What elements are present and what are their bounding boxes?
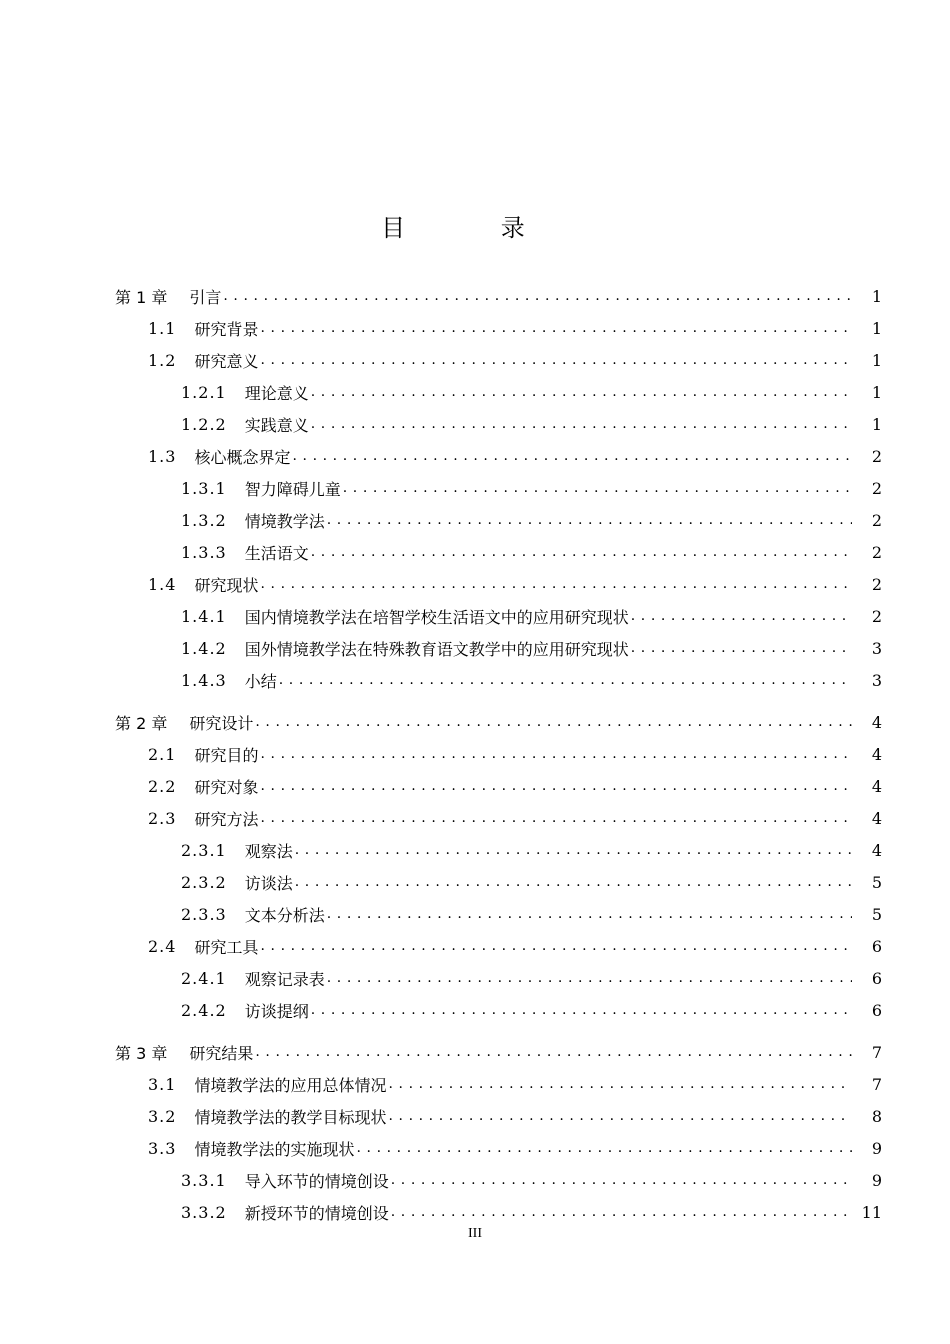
toc-entry-number: 3.3.1 xyxy=(181,1170,227,1190)
toc-leader-dots xyxy=(260,352,852,368)
toc-entry-number: 3.3 xyxy=(148,1138,177,1158)
toc-entry-title: 研究工具 xyxy=(194,937,259,957)
toc-section-entry[interactable] xyxy=(0,1100,950,1132)
toc-section-entry[interactable] xyxy=(0,1164,950,1196)
toc-leader-dots xyxy=(311,384,852,400)
toc-entry-number: 1.1 xyxy=(148,318,177,338)
toc-entry-page: 1 xyxy=(871,414,882,434)
toc-leader-dots xyxy=(391,1204,852,1220)
toc-entry-number: 2.3.3 xyxy=(181,904,227,924)
toc-section-entry[interactable] xyxy=(0,408,950,440)
toc-section-entry[interactable] xyxy=(0,994,950,1026)
toc-leader-dots xyxy=(292,448,852,464)
toc-entry-number: 2.3.2 xyxy=(181,872,227,892)
toc-entry-title: 国内情境教学法在培智学校生活语文中的应用研究现状 xyxy=(244,607,629,627)
toc-section-entry[interactable] xyxy=(0,1132,950,1164)
toc-entry-page: 2 xyxy=(871,510,882,530)
toc-entry-number: 1.3.2 xyxy=(181,510,227,530)
toc-section-entry[interactable] xyxy=(0,1196,950,1228)
toc-entry-title: 核心概念界定 xyxy=(194,447,291,467)
toc-leader-dots xyxy=(260,320,852,336)
toc-leader-dots xyxy=(295,874,852,890)
toc-entry-page: 1 xyxy=(871,286,882,306)
toc-section-entry[interactable] xyxy=(0,632,950,664)
toc-entry-page: 1 xyxy=(871,318,882,338)
toc-leader-dots xyxy=(260,576,852,592)
toc-leader-dots xyxy=(255,1044,852,1060)
toc-entry-page: 2 xyxy=(871,478,882,498)
toc-leader-dots xyxy=(343,480,852,496)
toc-section-entry[interactable] xyxy=(0,770,950,802)
toc-entry-page: 5 xyxy=(871,872,882,892)
toc-entry-title: 观察法 xyxy=(244,841,293,861)
toc-entry-page: 4 xyxy=(871,776,882,796)
toc-entry-title: 情境教学法的实施现状 xyxy=(194,1139,355,1159)
toc-entry-title: 研究设计 xyxy=(189,713,254,733)
toc-entry-title: 研究意义 xyxy=(194,351,259,371)
toc-section-entry[interactable] xyxy=(0,440,950,472)
toc-leader-dots xyxy=(223,288,852,304)
toc-entry-number: 1.4 xyxy=(148,574,177,594)
toc-chapter-entry[interactable] xyxy=(0,1036,950,1068)
toc-entry-page: 7 xyxy=(871,1074,882,1094)
toc-entry-title: 小结 xyxy=(244,671,277,691)
toc-leader-dots xyxy=(327,970,852,986)
toc-entry-title: 文本分析法 xyxy=(244,905,325,925)
toc-entry-title: 国外情境教学法在特殊教育语文教学中的应用研究现状 xyxy=(244,639,629,659)
toc-entry-page: 1 xyxy=(871,382,882,402)
toc-entry-title: 导入环节的情境创设 xyxy=(244,1171,389,1191)
toc-leader-dots xyxy=(295,842,852,858)
toc-leader-dots xyxy=(279,672,852,688)
toc-section-entry[interactable] xyxy=(0,344,950,376)
toc-entry-title: 情境教学法的应用总体情况 xyxy=(194,1075,387,1095)
toc-section-entry[interactable] xyxy=(0,802,950,834)
table-of-contents xyxy=(0,280,950,1228)
toc-section-entry[interactable] xyxy=(0,866,950,898)
toc-entry-number: 1.3 xyxy=(148,446,177,466)
toc-entry-number: 第 1 章 xyxy=(115,287,168,307)
toc-entry-page: 7 xyxy=(871,1042,882,1062)
toc-entry-number: 1.2 xyxy=(148,350,177,370)
toc-section-entry[interactable] xyxy=(0,568,950,600)
toc-leader-dots xyxy=(311,1002,852,1018)
toc-leader-dots xyxy=(388,1076,852,1092)
toc-section-entry[interactable] xyxy=(0,504,950,536)
toc-entry-page: 2 xyxy=(871,542,882,562)
toc-entry-title: 实践意义 xyxy=(244,415,309,435)
toc-entry-number: 2.4.2 xyxy=(181,1000,227,1020)
toc-entry-title: 研究对象 xyxy=(194,777,259,797)
page-title: 目 录 xyxy=(381,214,569,242)
toc-section-entry[interactable] xyxy=(0,664,950,696)
toc-entry-title: 生活语文 xyxy=(244,543,309,563)
toc-entry-number: 1.3.1 xyxy=(181,478,227,498)
toc-entry-number: 2.4.1 xyxy=(181,968,227,988)
toc-entry-page: 4 xyxy=(871,712,882,732)
toc-entry-page: 2 xyxy=(871,606,882,626)
toc-leader-dots xyxy=(327,512,852,528)
toc-entry-number: 1.2.2 xyxy=(181,414,227,434)
toc-leader-dots xyxy=(327,906,852,922)
toc-entry-page: 2 xyxy=(871,574,882,594)
toc-entry-number: 第 3 章 xyxy=(115,1043,168,1063)
toc-entry-page: 6 xyxy=(871,1000,882,1020)
toc-entry-number: 1.2.1 xyxy=(181,382,227,402)
toc-section-entry[interactable] xyxy=(0,536,950,568)
toc-leader-dots xyxy=(388,1108,852,1124)
toc-entry-number: 2.3.1 xyxy=(181,840,227,860)
toc-entry-page: 3 xyxy=(871,670,882,690)
toc-entry-title: 访谈提纲 xyxy=(244,1001,309,1021)
toc-entry-number: 2.2 xyxy=(148,776,177,796)
toc-section-entry[interactable] xyxy=(0,600,950,632)
toc-entry-number: 1.3.3 xyxy=(181,542,227,562)
toc-entry-number: 2.3 xyxy=(148,808,177,828)
toc-entry-title: 新授环节的情境创设 xyxy=(244,1203,389,1223)
toc-leader-dots xyxy=(356,1140,852,1156)
toc-entry-page: 9 xyxy=(871,1138,882,1158)
toc-entry-page: 1 xyxy=(871,350,882,370)
toc-entry-number: 2.4 xyxy=(148,936,177,956)
toc-leader-dots xyxy=(255,714,852,730)
toc-section-entry[interactable] xyxy=(0,738,950,770)
toc-chapter-entry[interactable] xyxy=(0,706,950,738)
chapter-spacer xyxy=(0,1026,950,1036)
toc-section-entry[interactable] xyxy=(0,376,950,408)
toc-section-entry[interactable] xyxy=(0,472,950,504)
toc-entry-page: 4 xyxy=(871,808,882,828)
toc-entry-number: 1.4.3 xyxy=(181,670,227,690)
toc-entry-number: 3.3.2 xyxy=(181,1202,227,1222)
toc-entry-number: 3.2 xyxy=(148,1106,177,1126)
chapter-spacer xyxy=(0,696,950,706)
toc-leader-dots xyxy=(260,938,852,954)
toc-chapter-entry[interactable] xyxy=(0,280,950,312)
toc-section-entry[interactable] xyxy=(0,834,950,866)
toc-entry-page: 9 xyxy=(871,1170,882,1190)
toc-leader-dots xyxy=(631,608,852,624)
toc-section-entry[interactable] xyxy=(0,898,950,930)
toc-entry-number: 第 2 章 xyxy=(115,713,168,733)
toc-leader-dots xyxy=(391,1172,852,1188)
toc-entry-page: 3 xyxy=(871,638,882,658)
toc-entry-number: 2.1 xyxy=(148,744,177,764)
toc-leader-dots xyxy=(260,778,852,794)
toc-entry-title: 研究结果 xyxy=(189,1043,254,1063)
toc-entry-title: 理论意义 xyxy=(244,383,309,403)
toc-leader-dots xyxy=(260,746,852,762)
toc-entry-title: 引言 xyxy=(189,287,222,307)
toc-entry-title: 智力障碍儿童 xyxy=(244,479,341,499)
toc-entry-page: 6 xyxy=(871,936,882,956)
toc-entry-number: 1.4.2 xyxy=(181,638,227,658)
toc-entry-title: 研究方法 xyxy=(194,809,259,829)
toc-entry-title: 研究现状 xyxy=(194,575,259,595)
toc-entry-page: 6 xyxy=(871,968,882,988)
toc-section-entry[interactable] xyxy=(0,962,950,994)
toc-entry-number: 3.1 xyxy=(148,1074,177,1094)
toc-entry-title: 情境教学法的教学目标现状 xyxy=(194,1107,387,1127)
toc-entry-title: 情境教学法 xyxy=(244,511,325,531)
toc-entry-title: 研究目的 xyxy=(194,745,259,765)
toc-leader-dots xyxy=(260,810,852,826)
toc-entry-page: 2 xyxy=(871,446,882,466)
toc-leader-dots xyxy=(631,640,852,656)
toc-leader-dots xyxy=(311,544,852,560)
toc-section-entry[interactable] xyxy=(0,930,950,962)
toc-leader-dots xyxy=(311,416,852,432)
toc-entry-page: 8 xyxy=(871,1106,882,1126)
toc-entry-number: 1.4.1 xyxy=(181,606,227,626)
toc-entry-page: 4 xyxy=(871,840,882,860)
toc-entry-page: 4 xyxy=(871,744,882,764)
toc-section-entry[interactable] xyxy=(0,1068,950,1100)
toc-entry-page: 5 xyxy=(871,904,882,924)
toc-entry-page: 11 xyxy=(861,1202,882,1222)
toc-entry-title: 研究背景 xyxy=(194,319,259,339)
page-number: III xyxy=(468,1226,482,1241)
toc-entry-title: 访谈法 xyxy=(244,873,293,893)
toc-entry-title: 观察记录表 xyxy=(244,969,325,989)
toc-section-entry[interactable] xyxy=(0,312,950,344)
